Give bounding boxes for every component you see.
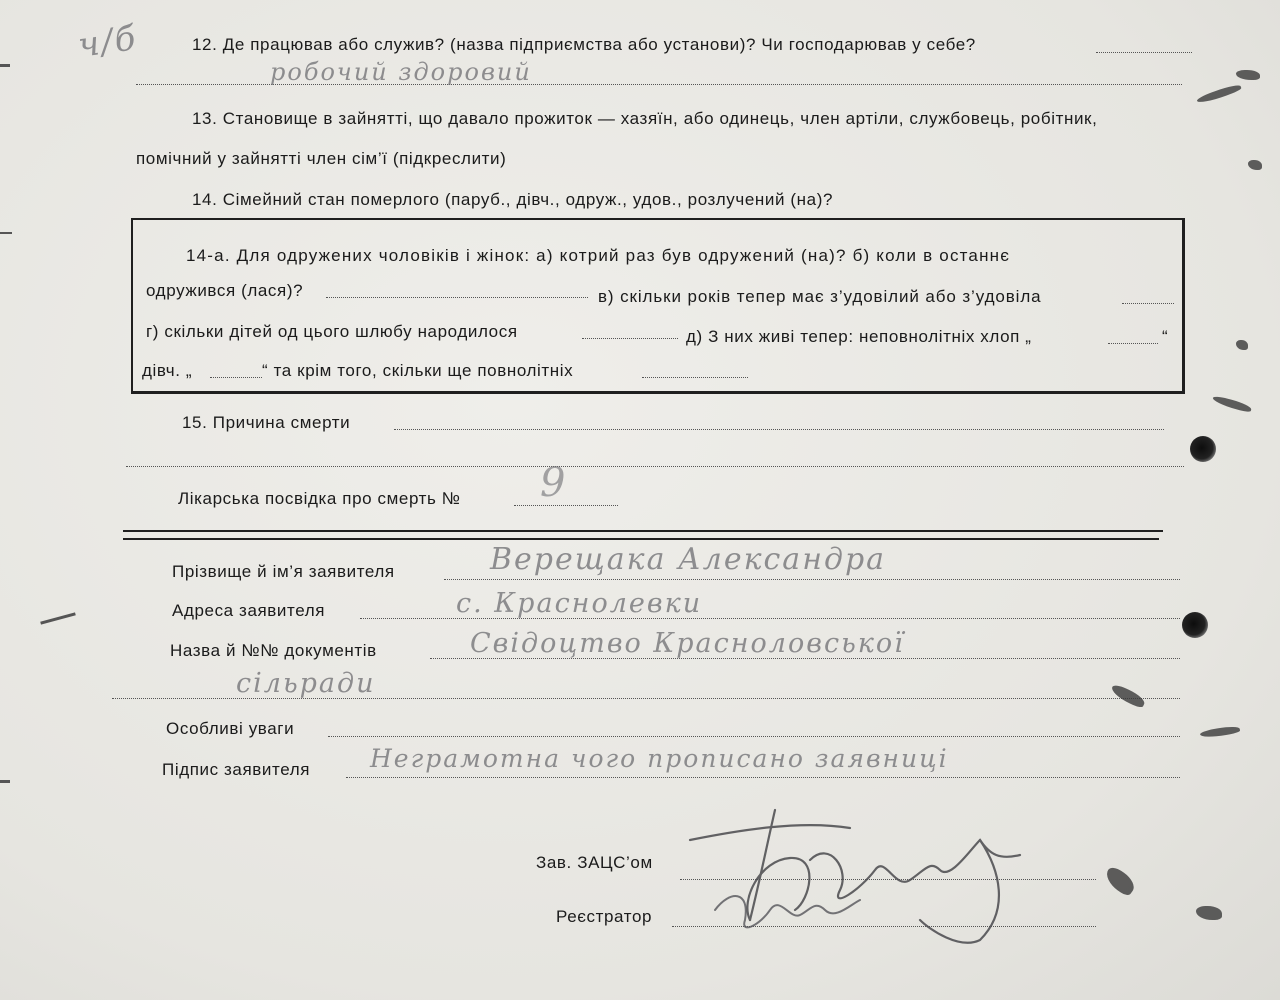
punch-hole-2 xyxy=(1182,612,1208,638)
applicant-name-fill xyxy=(444,579,1180,580)
question-13-line1: 13. Становище в зайнятті, що давало прожиток — хазяїн, або одинець, член артіли, службовець, робітник, xyxy=(192,109,1098,128)
applicant-address-handwritten: с. Краснолевки xyxy=(456,588,703,619)
medical-certificate-number: 9 xyxy=(540,460,568,506)
left-edge-mark-4 xyxy=(0,780,10,783)
applicant-name-handwritten: Верещака Александра xyxy=(490,542,887,577)
q12-fill-line xyxy=(1096,52,1192,53)
left-edge-mark-3 xyxy=(40,612,76,624)
q14a-adults-fill xyxy=(642,377,748,378)
q14a-children-fill xyxy=(582,338,678,339)
registrar-signature xyxy=(710,880,910,940)
question-15: 15. Причина смерти xyxy=(182,413,351,432)
edge-tear-8 xyxy=(1248,160,1262,170)
question-14a-line2a: одружився (лася)? xyxy=(146,281,304,300)
special-notes-fill xyxy=(328,736,1180,737)
q14a-years-fill xyxy=(1122,303,1174,304)
left-edge-mark-2 xyxy=(0,232,12,234)
q15-fill-line2 xyxy=(126,466,1184,467)
edge-tear-9 xyxy=(1236,340,1248,350)
applicant-name-label: Прізвище й ім’я заявителя xyxy=(172,562,395,581)
documents-handwritten-line2: сільради xyxy=(236,668,376,699)
q15-fill-line1 xyxy=(394,429,1164,430)
edge-tear-3 xyxy=(1212,395,1253,413)
special-notes-label: Особливі уваги xyxy=(166,719,295,738)
question-14a-line4a: дівч. „ xyxy=(142,361,193,380)
applicant-signature-handwritten: Неграмотна чого прописано заявниці xyxy=(370,744,949,773)
edge-tear-7 xyxy=(1200,725,1241,740)
applicant-signature-label: Підпис заявителя xyxy=(162,760,311,779)
edge-tear-4 xyxy=(1109,683,1147,709)
question-14a-line3b: д) З них живі тепер: неповнолітніх хлоп „ xyxy=(686,327,1032,346)
edge-tear-1 xyxy=(1196,82,1242,105)
q12-handwritten-answer: робочий здоровий xyxy=(270,58,532,86)
separator-line-top xyxy=(123,530,1163,532)
edge-tear-5 xyxy=(1102,864,1139,897)
question-14a-line1: 14-а. Для одружених чоловіків і жінок: а) котрий раз був одружений (на)? б) коли в останнє xyxy=(186,246,1011,265)
q14a-married-fill xyxy=(326,297,588,298)
question-12: 12. Де працював або служив? (назва підприємства або установи)? Чи господарював у себе? xyxy=(192,35,976,54)
question-14a-line2b: в) скільки років тепер має з’удовілий або з’удовіла xyxy=(598,287,1042,306)
applicant-address-label: Адреса заявителя xyxy=(172,601,326,620)
head-zags-label: Зав. ЗАЦС’ом xyxy=(536,853,653,872)
left-edge-mark-1 xyxy=(0,64,10,67)
edge-tear-6 xyxy=(1196,906,1222,920)
question-14: 14. Сімейний стан померлого (паруб., дівч., одруж., удов., розлучений (на)? xyxy=(192,190,834,209)
separator-line-bottom xyxy=(123,538,1159,540)
medical-certificate-label: Лікарська посвідка про смерть № xyxy=(178,489,461,508)
question-14a-line4b: “ та крім того, скільки ще повнолітніх xyxy=(262,361,574,380)
corner-handwritten-mark: ч/б xyxy=(75,18,140,66)
edge-tear-2 xyxy=(1236,70,1260,80)
applicant-signature-fill xyxy=(346,777,1180,778)
documents-handwritten-line1: Свідоцтво Красноловської xyxy=(470,628,905,659)
question-14a-line3c: “ xyxy=(1162,327,1169,346)
question-13-line2: помічний у зайнятті член сім’ї (підкреслити) xyxy=(136,149,507,168)
documents-label: Назва й №№ документів xyxy=(170,641,377,660)
question-14a-line3a: г) скільки дітей од цього шлюбу народилося xyxy=(146,322,518,341)
punch-hole-1 xyxy=(1190,436,1216,462)
q14a-girls-fill xyxy=(210,377,262,378)
registrar-label: Реєстратор xyxy=(556,907,653,926)
q14a-boys-fill xyxy=(1108,343,1158,344)
